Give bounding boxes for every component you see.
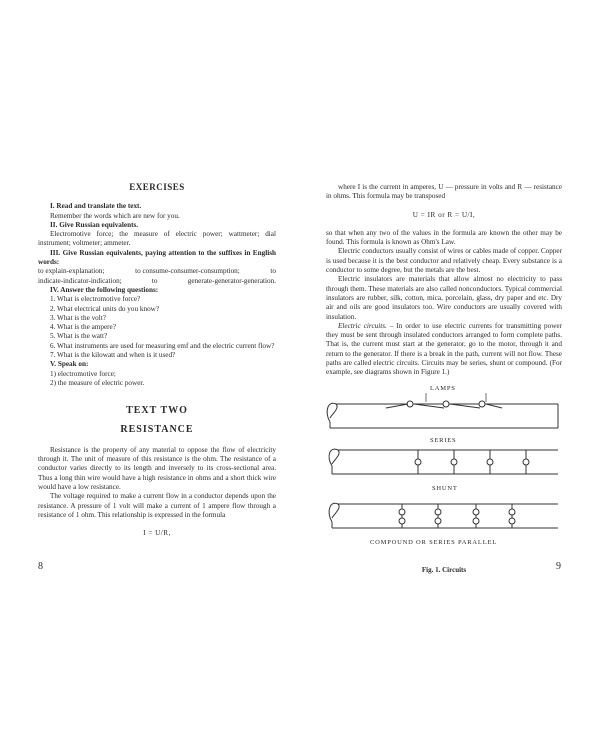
exercise-3-word: indicate-indicator-indication; [38,276,122,285]
exercise-2-text: Electromotive force; the measure of electric power; wattmeter; dial instrument; voltmeter; ammeter. [38,230,276,248]
left-page [38,183,276,548]
right-page [326,183,562,378]
question-item: 5. What is the watt? [50,332,108,341]
compound-lamp [473,518,479,524]
compound-lamp [509,518,515,524]
shunt-lamp [415,459,421,465]
transposed-formula: U = IR or R = U/I, [412,210,476,219]
exercise-3-word: generate-generator-generation. [187,276,276,285]
insulators-paragraph: Electric insulators are materials that allow almost no electricity to pass through them. These materials are also called nonconductors. Typical commercial insulators are rubber, silk, cotton, mica, porcelain, glass, dry paper and etc. Dry air and oils are good insulators too. Wire conductors are usually covered with insulation. [326,275,562,321]
compound-lamp [399,509,405,515]
exercise-3-row-1 [38,267,276,276]
ohm-formula: I = U/R, [143,529,171,538]
text-two-heading: TEXT TWO [126,405,188,417]
exercise-4-heading: IV. Answer the following questions: [50,285,159,294]
series-generator-symbol [327,403,337,422]
exercises-title: EXERCISES [129,182,185,192]
compound-generator-symbol [329,503,339,522]
exercise-3-word: to [151,276,158,285]
compound-lamp [399,518,405,524]
exercise-3-word: to consume-consumer-consumption; [135,267,240,276]
series-lamp [443,401,449,407]
question-item: 6. What instruments are used for measuring emf and the electric current flow? [50,341,275,350]
circuits-diagram [326,382,562,562]
figure-caption: Fig. 1. Circuits [421,566,467,574]
shunt-lamp [523,459,529,465]
formula-explanation: where I is the current in amperes, U — pressure in volts and R — resistance in ohms. This formula may be transposed [326,183,562,201]
circuits-text: – In order to use electric currents for transmitting power they must be sent through insulated conductors arranged to form complete paths. That is, the current must start at the generator, go to the motor, through it and return to the generator. If there is a break in the path, current will not flow. These paths are called electric circuits. Circuits may be series, shunt or compound. (For example, see diagrams shown in Figure 1.) [326,321,562,377]
series-lamp [479,401,485,407]
exercise-3-heading: III. Give Russian equivalents, paying attention to the suffixes in English words: [38,248,276,267]
circuits-lead: Electric circuits. [338,321,387,330]
exercise-3-row-2 [38,277,276,286]
compound-lamp [509,509,515,515]
lamps-label: LAMPS [430,385,456,392]
series-label: SERIES [430,437,457,444]
exercise-1-line: Remember the words which are new for you. [50,211,180,220]
resistance-paragraph-2: The voltage required to make a current flow in a conductor depends upon the resistance. A pressure of 1 volt will make a current of 1 ampere flow through a resistance of 1 ohm. This relationship is expressed in the formula [38,492,276,519]
compound-label: COMPOUND OR SERIES PARALLEL [370,539,497,546]
circuits-figure [326,382,562,572]
shunt-label: SHUNT [432,485,458,492]
question-list [38,295,276,360]
exercise-3-word: to [270,267,276,276]
compound-lamp [435,509,441,515]
ohms-law-paragraph: so that when any two of the values in the formula are known the other may be found. This formula is known as Ohm's Law. [326,228,562,247]
exercise-3-word: to explain-explanation; [38,267,105,276]
exercise-5-heading: V. Speak on: [50,360,89,369]
resistance-heading: RESISTANCE [120,423,194,435]
question-item: 2. What electrical units do you know? [50,304,160,313]
speak-item: 2) the measure of electric power. [50,378,145,387]
circuits-paragraph [326,322,562,378]
shunt-lamp [451,459,457,465]
page-number-right: 9 [556,561,561,572]
page-number-left: 8 [38,561,43,572]
question-item: 1. What is electromotive force? [50,295,141,304]
exercise-1-heading: I. Read and translate the text. [50,202,142,211]
question-item: 4. What is the ampere? [50,323,116,332]
shunt-generator-symbol [329,449,339,466]
question-item: 7. What is the kilowatt and when is it used? [50,351,176,360]
question-item: 3. What is the volt? [50,313,106,322]
compound-lamp [473,509,479,515]
compound-lamp [435,518,441,524]
conductors-paragraph: Electric conductors usually consist of wires or cables made of copper. Copper is used because it is the best conductor and relatively cheap. Every substance is a conductor to some degree, but the metals are the best. [326,247,562,275]
resistance-paragraph-1: Resistance is the property of any material to oppose the flow of electricity through it. The unit of measure of this resistance is the ohm. The resistance of a conductor varies directly to its length and inversely to its cross-sectional area. Thus a long thin wire would have a high resistance in ohms and a short thick wire would have a low resistance. [38,445,276,492]
speak-item: 1) electromotive force; [50,369,116,378]
shunt-lamp [487,459,493,465]
exercise-2-heading: II. Give Russian equivalents. [50,220,139,229]
